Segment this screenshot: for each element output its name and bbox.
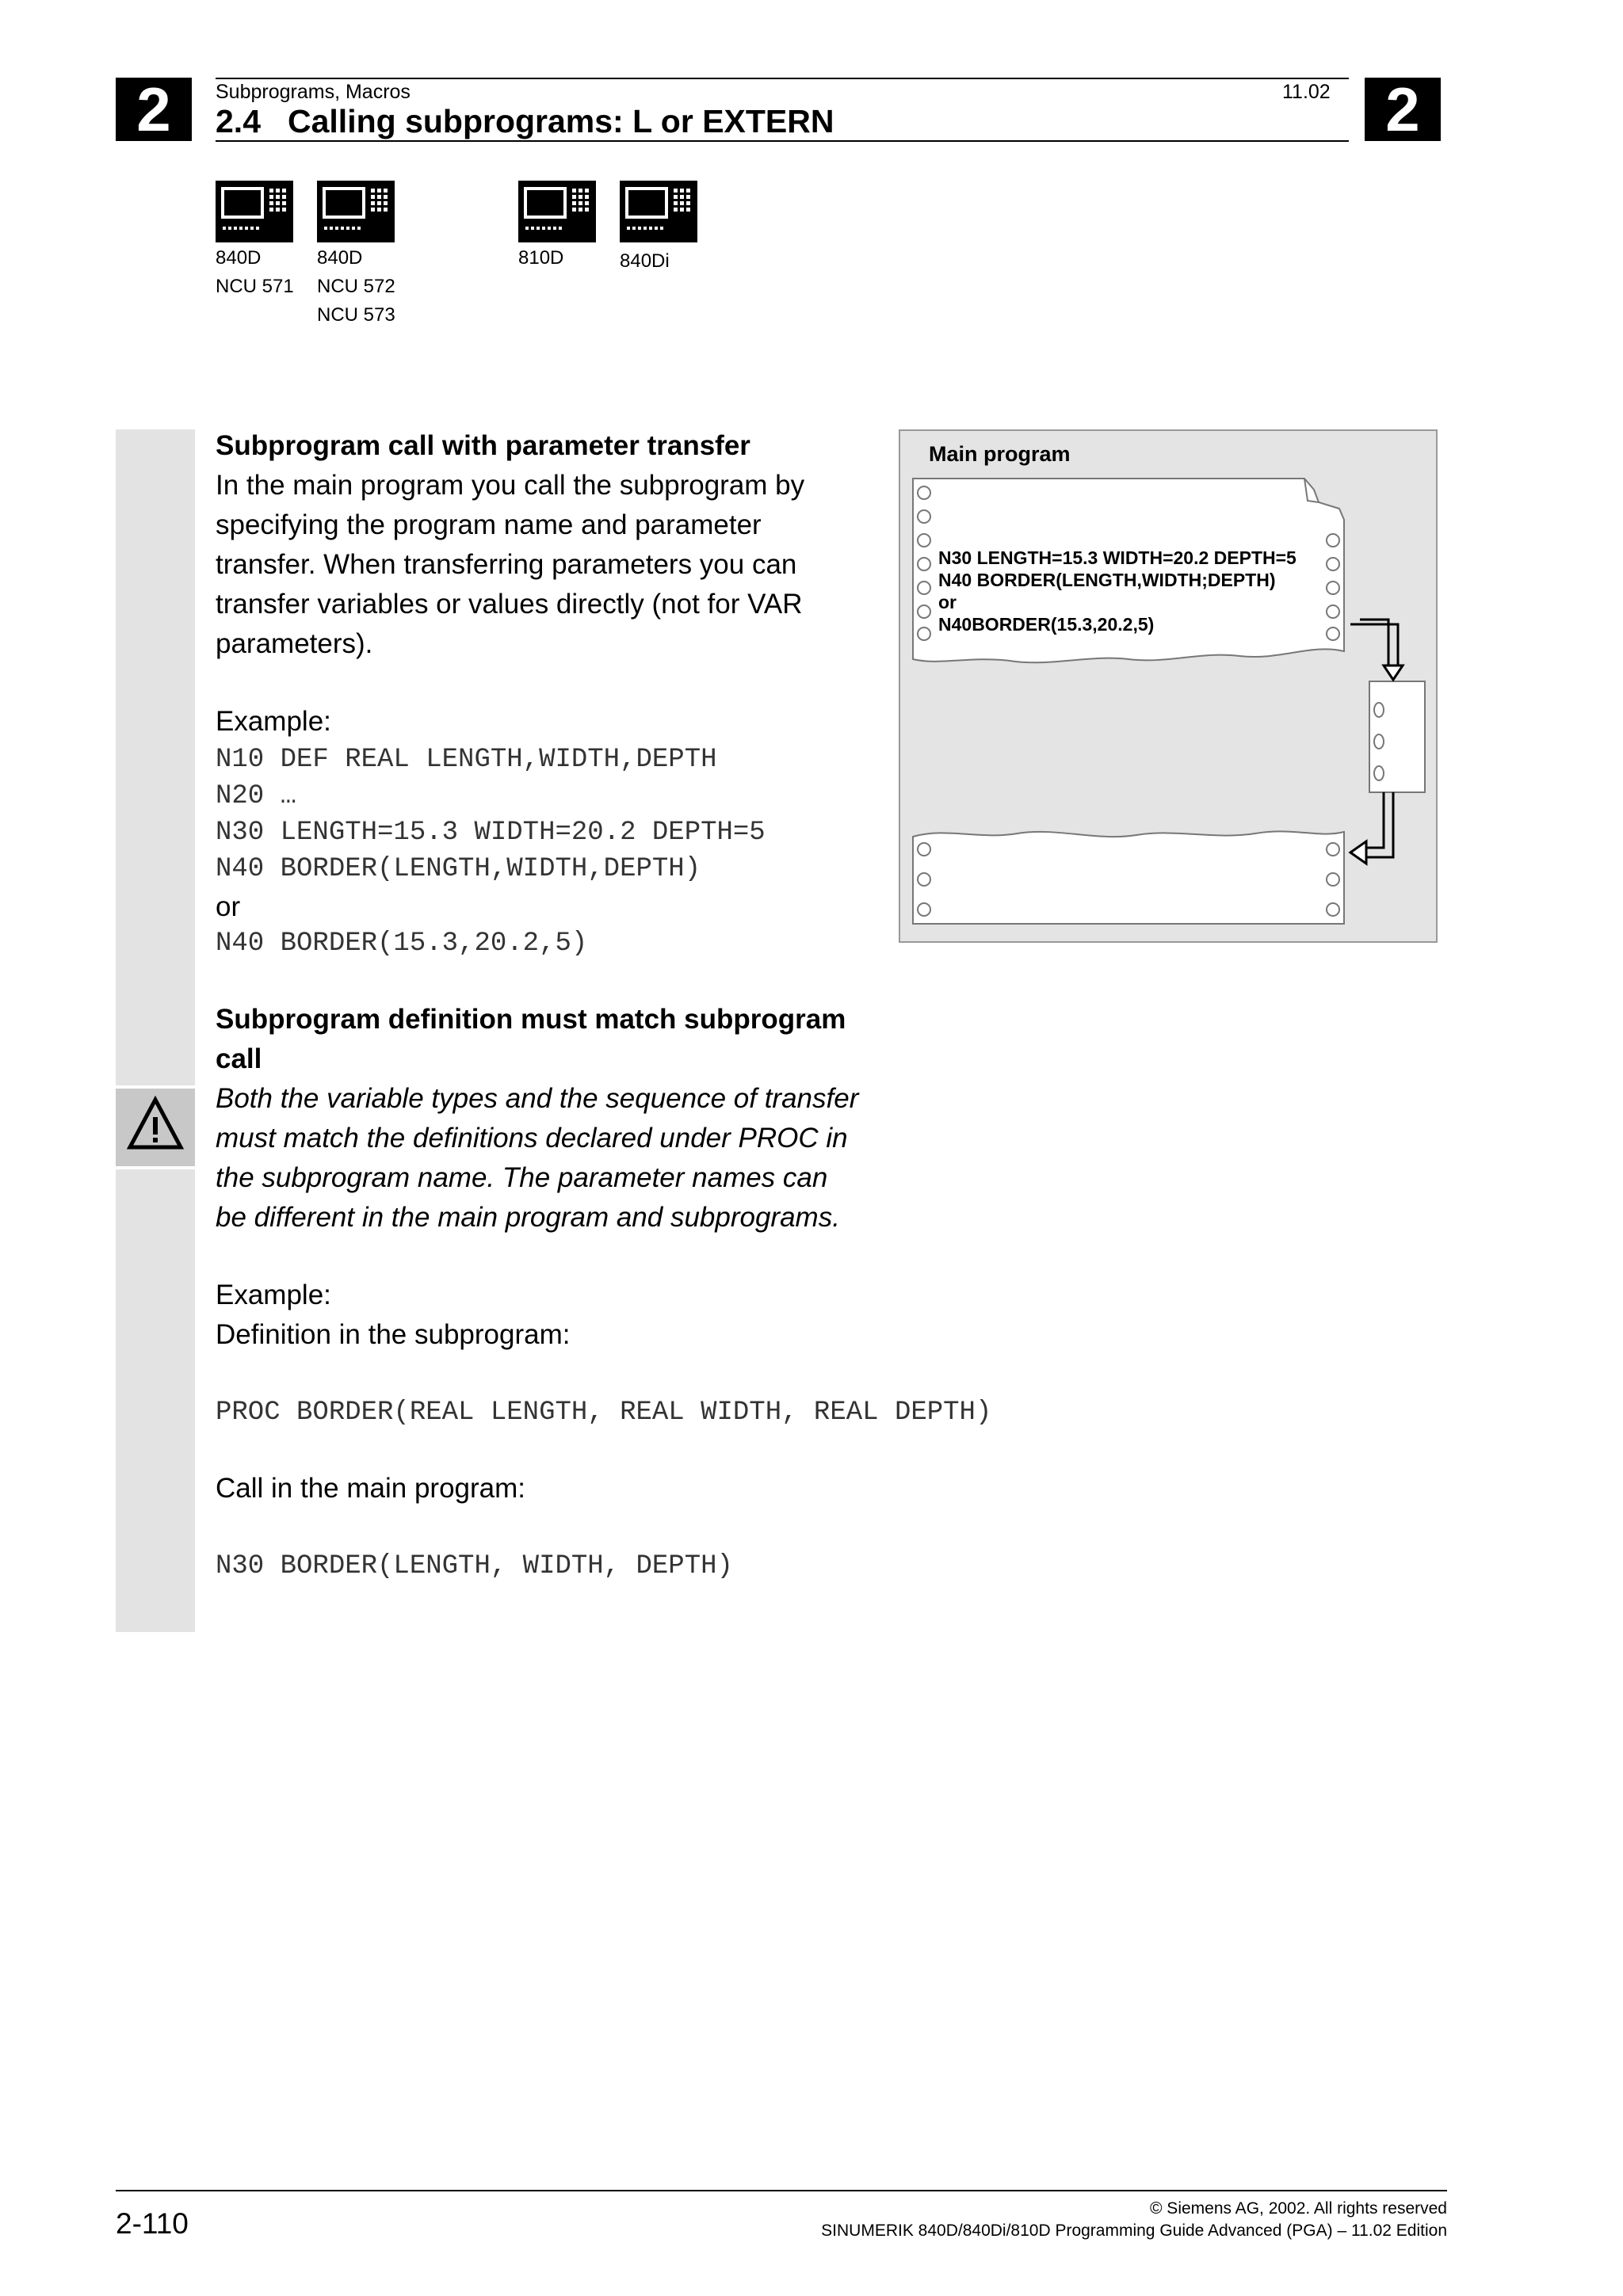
note-line: be different in the main program and subprograms. [216,1202,840,1233]
section-number: 2.4 [216,103,261,139]
control-panel-icon [216,181,293,242]
or-label: or [216,891,241,922]
paragraph-line: specifying the program name and parameter [216,509,762,540]
warning-box [116,1085,195,1169]
paragraph-line: In the main program you call the subprogram by [216,470,805,501]
main-program-diagram [899,429,1438,943]
call-code: N30 BORDER(LENGTH, WIDTH, DEPTH) [216,1551,733,1581]
running-head: Subprograms, Macros [216,81,411,103]
copyright-line: © Siemens AG, 2002. All rights reserved [1150,2199,1447,2218]
page-number: 2-110 [116,2207,189,2240]
control-label-line: NCU 571 [216,276,294,297]
warning-icon [116,1089,195,1160]
section2-heading: Subprogram definition must match subprogram [216,1004,846,1035]
header-date: 11.02 [1282,81,1331,103]
chapter-badge-left: 2 [116,78,192,141]
control-label-line: NCU 572 [317,276,395,297]
code-line: N40 BORDER(15.3,20.2,5) [216,929,588,959]
footer-rule [116,2190,1447,2191]
diagram-code [938,547,1296,635]
paragraph-line: transfer variables or values directly (not for VAR [216,589,803,620]
publication-line: SINUMERIK 840D/840Di/810D Programming Guide Advanced (PGA) – 11.02 Edition [821,2222,1447,2240]
control-panel-icon [620,181,697,242]
section-title-text: Calling subprograms: L or EXTERN [288,103,834,139]
header-bottom-rule [216,140,1349,142]
diagram-title: Main program [929,442,1071,466]
control-label-line: 840D [216,247,262,269]
header-top-rule [216,78,1349,79]
control-panel-icon [518,181,596,242]
section-title [216,103,834,140]
note-line: must match the definitions declared under PROC in [216,1123,848,1154]
chapter-badge-right: 2 [1365,78,1441,141]
code-line: N40 BORDER(LENGTH,WIDTH,DEPTH) [216,854,701,884]
control-label-line: 840D [317,247,363,269]
control-panel-icon [317,181,395,242]
note-line: Both the variable types and the sequence of transfer [216,1083,859,1114]
call-label: Call in the main program: [216,1473,525,1504]
section2-heading: call [216,1043,262,1074]
example-label: Example: [216,1280,331,1310]
control-label [317,244,395,330]
section1-heading: Subprogram call with parameter transfer [216,430,750,461]
control-label [620,247,670,276]
diagram-code-line: N40 BORDER(LENGTH,WIDTH;DEPTH) [938,570,1276,590]
control-label [216,244,294,301]
example-label: Example: [216,706,331,737]
code-line: N10 DEF REAL LENGTH,WIDTH,DEPTH [216,745,717,775]
footer-copyright [821,2198,1447,2242]
definition-label: Definition in the subprogram: [216,1319,571,1350]
control-label [518,244,563,273]
diagram-code-line: N30 LENGTH=15.3 WIDTH=20.2 DEPTH=5 [938,547,1296,568]
paragraph-line: transfer. When transferring parameters you can [216,549,797,580]
diagram-code-line: N40BORDER(15.3,20.2,5) [938,614,1155,635]
code-line: N30 LENGTH=15.3 WIDTH=20.2 DEPTH=5 [216,818,766,848]
code-line: N20 … [216,781,297,811]
paragraph-line: parameters). [216,628,373,659]
diagram-code-line: or [938,592,957,612]
note-line: the subprogram name. The parameter names can [216,1162,828,1193]
diagram-graphic [899,429,1438,943]
margin-band [116,429,195,1632]
control-label-line: NCU 573 [317,304,395,326]
definition-code: PROC BORDER(REAL LENGTH, REAL WIDTH, REAL DEPTH) [216,1398,992,1428]
control-label-line: 810D [518,247,564,269]
control-label-line: 840Di [620,250,670,272]
